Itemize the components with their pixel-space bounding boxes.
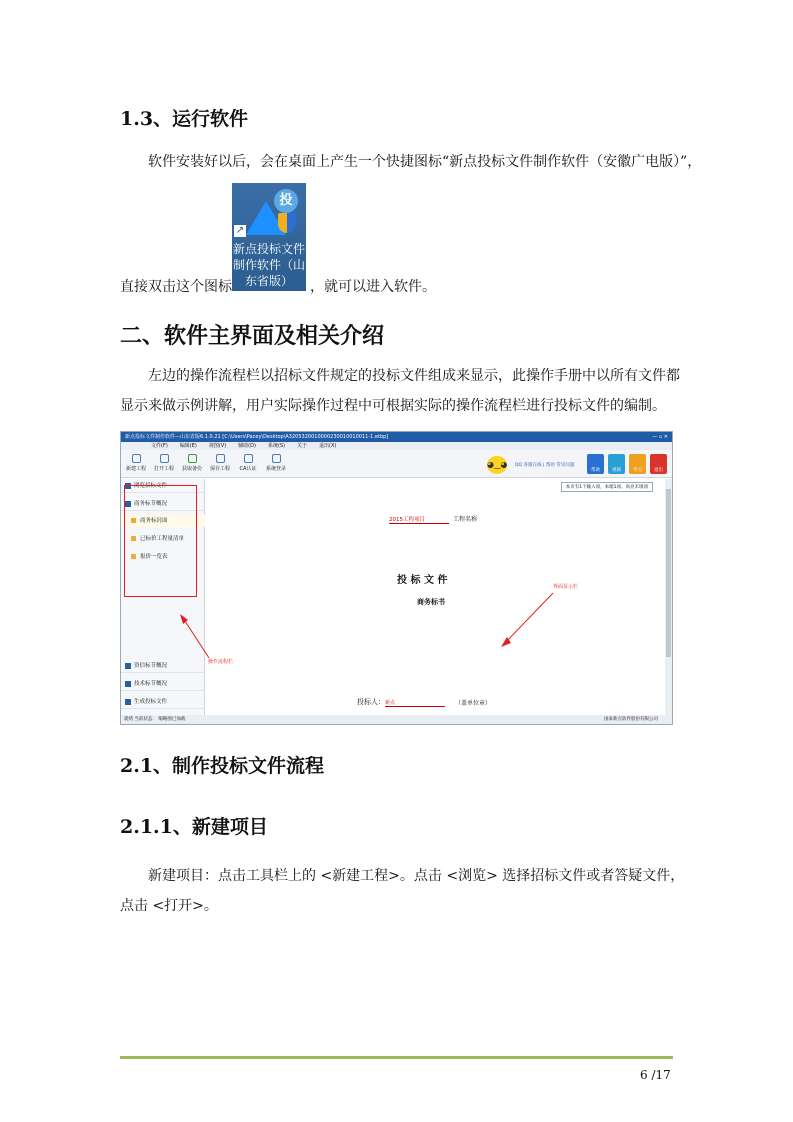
menu-file[interactable]: 文件(F) — [151, 443, 168, 449]
highlight-box — [124, 485, 197, 597]
seal-note: （盖单位章） — [455, 700, 492, 707]
sidebar-label: 报价一览表 — [140, 554, 168, 560]
status-left: 就绪 当前状态： 缩略图已加载 — [124, 717, 186, 722]
doc-subtitle: 商务标书 — [417, 598, 445, 606]
get-backup-label: 获取备份 — [181, 466, 202, 472]
caption-line-1: 新点投标文件 — [232, 242, 305, 256]
backup-icon — [188, 454, 197, 463]
menubar — [121, 442, 672, 450]
check-icon — [125, 699, 131, 705]
check-icon — [125, 681, 131, 687]
bidder-label: 投标人： — [357, 698, 385, 706]
shortcut-caption — [232, 241, 306, 289]
open-project-label: 打开工程 — [153, 466, 174, 472]
project-name-field[interactable]: 2015工程项目 — [389, 515, 449, 524]
open-icon — [160, 454, 169, 463]
video-button[interactable]: 视频 — [608, 454, 625, 474]
operation-flow-sidebar — [121, 479, 205, 715]
paragraph-new-2: 点击 <打开>。 — [120, 898, 218, 914]
sidebar-item-generate[interactable] — [121, 695, 205, 709]
paragraph-new-1: 新建项目：点击工具栏上的 <新建工程>。点击 <浏览> 选择招标文件或者答疑文件， — [148, 868, 685, 884]
caption-line-2: 制作软件（山 — [232, 258, 305, 272]
project-name-label: 工程名称 — [453, 516, 478, 523]
document-display-panel — [207, 479, 665, 715]
new-project-button[interactable] — [121, 454, 151, 472]
sidebar-label: 浏览招标文件 — [134, 483, 168, 489]
sidebar-label: 商务标封面 — [140, 518, 168, 524]
paragraph-intro-1: 左边的操作流程栏以招标文件规定的投标文件组成来显示，此操作手册中以所有文件都 — [148, 368, 680, 384]
paragraph-intro-2: 显示来做示例讲解，用户实际操作过程中可根据实际的操作流程栏进行投标文件的编制。 — [120, 398, 666, 414]
login-icon — [272, 454, 281, 463]
paragraph-dblclick-b: ，就可以进入软件。 — [310, 279, 436, 295]
vertical-scrollbar[interactable] — [665, 479, 672, 715]
qq-support-link[interactable]: QQ 客服在线 | 帮助 常见问题 — [515, 463, 575, 468]
save-icon — [216, 454, 225, 463]
menu-view[interactable]: 视图(V) — [208, 443, 227, 449]
menu-exit[interactable]: 退出(X) — [319, 443, 337, 449]
window-controls[interactable]: — ▫ ✕ — [652, 434, 668, 440]
annotation-flow: 操作流程栏 — [208, 659, 234, 665]
status-right: 国泰新点软件股份有限公司 — [604, 717, 658, 722]
caption-line-3: 东省版） — [244, 274, 293, 288]
shortcut-arrow-icon: ↗ — [235, 225, 245, 236]
page-number: 6 /17 — [640, 1068, 671, 1082]
annotation-arrow-right — [497, 589, 557, 649]
paragraph-install: 软件安装好以后，会在桌面上产生一个快捷图标“新点投标文件制作软件（安徽广电版）”， — [148, 154, 702, 170]
ca-auth-button[interactable] — [233, 454, 263, 472]
get-backup-button[interactable] — [177, 454, 207, 472]
heading-2: 二、软件主界面及相关介绍 — [120, 323, 385, 349]
system-login-button[interactable] — [261, 454, 291, 472]
learn-button[interactable]: 学习 — [629, 454, 646, 474]
mascot-icon: ◕‿◕ — [487, 456, 507, 474]
heading-2-1-1: 2.1.1、新建项目 — [120, 816, 268, 838]
system-login-label: 系统登录 — [265, 466, 286, 472]
sidebar-label: 资信标节概况 — [134, 663, 168, 669]
desktop-shortcut-icon[interactable] — [232, 183, 306, 291]
annotation-arrow-left — [177, 612, 213, 662]
help-button[interactable]: 帮助 — [587, 454, 604, 474]
new-icon — [132, 454, 141, 463]
sidebar-item-technical[interactable] — [121, 677, 205, 691]
status-bar — [121, 715, 672, 725]
ca-icon — [244, 454, 253, 463]
footer-rule — [120, 1056, 673, 1059]
menu-assist[interactable]: 辅助(D) — [238, 443, 256, 449]
check-icon — [125, 663, 131, 669]
heading-2-1: 2.1、制作投标文件流程 — [120, 755, 325, 777]
annotation-display: 界面显示栏 — [553, 584, 579, 590]
shield-icon — [278, 213, 296, 233]
window-title: 新点投标文件制作软件—山东省版6.1.0.21 [C:\Users\Pacey\Desktop\A3205320010000230010010011-1.etbp] — [125, 434, 389, 440]
save-project-button[interactable] — [205, 454, 235, 472]
bidder-field[interactable]: 新点 — [385, 699, 445, 707]
quit-button[interactable]: 退出 — [650, 454, 667, 474]
open-project-button[interactable] — [149, 454, 179, 472]
save-project-label: 保存工程 — [209, 466, 230, 472]
ca-auth-label: CA认证 — [239, 466, 257, 472]
sidebar-label: 已标价工程量清单 — [140, 536, 185, 542]
bid-badge-icon: 投 — [274, 189, 298, 213]
software-screenshot — [120, 431, 673, 725]
heading-1-3: 1.3、运行软件 — [120, 108, 249, 130]
notice-bar: 本页有1个输入项，本缩1项。高亮未填项 — [561, 482, 653, 492]
doc-title: 投 标 文 件 — [397, 575, 448, 586]
sidebar-label: 生成投标文件 — [134, 699, 168, 705]
window-titlebar — [121, 432, 672, 442]
new-project-label: 新建工程 — [125, 466, 146, 472]
menu-system[interactable]: 系统(S) — [267, 443, 286, 449]
scroll-thumb[interactable] — [666, 489, 671, 657]
sidebar-label: 商务标节概况 — [134, 501, 168, 507]
menu-edit[interactable]: 编辑(E) — [179, 443, 197, 449]
menu-about[interactable]: 关于 — [297, 443, 308, 449]
toolbar — [121, 450, 672, 478]
paragraph-dblclick-a: 直接双击这个图标 — [120, 279, 232, 295]
sidebar-label: 技术标节概况 — [134, 681, 168, 687]
